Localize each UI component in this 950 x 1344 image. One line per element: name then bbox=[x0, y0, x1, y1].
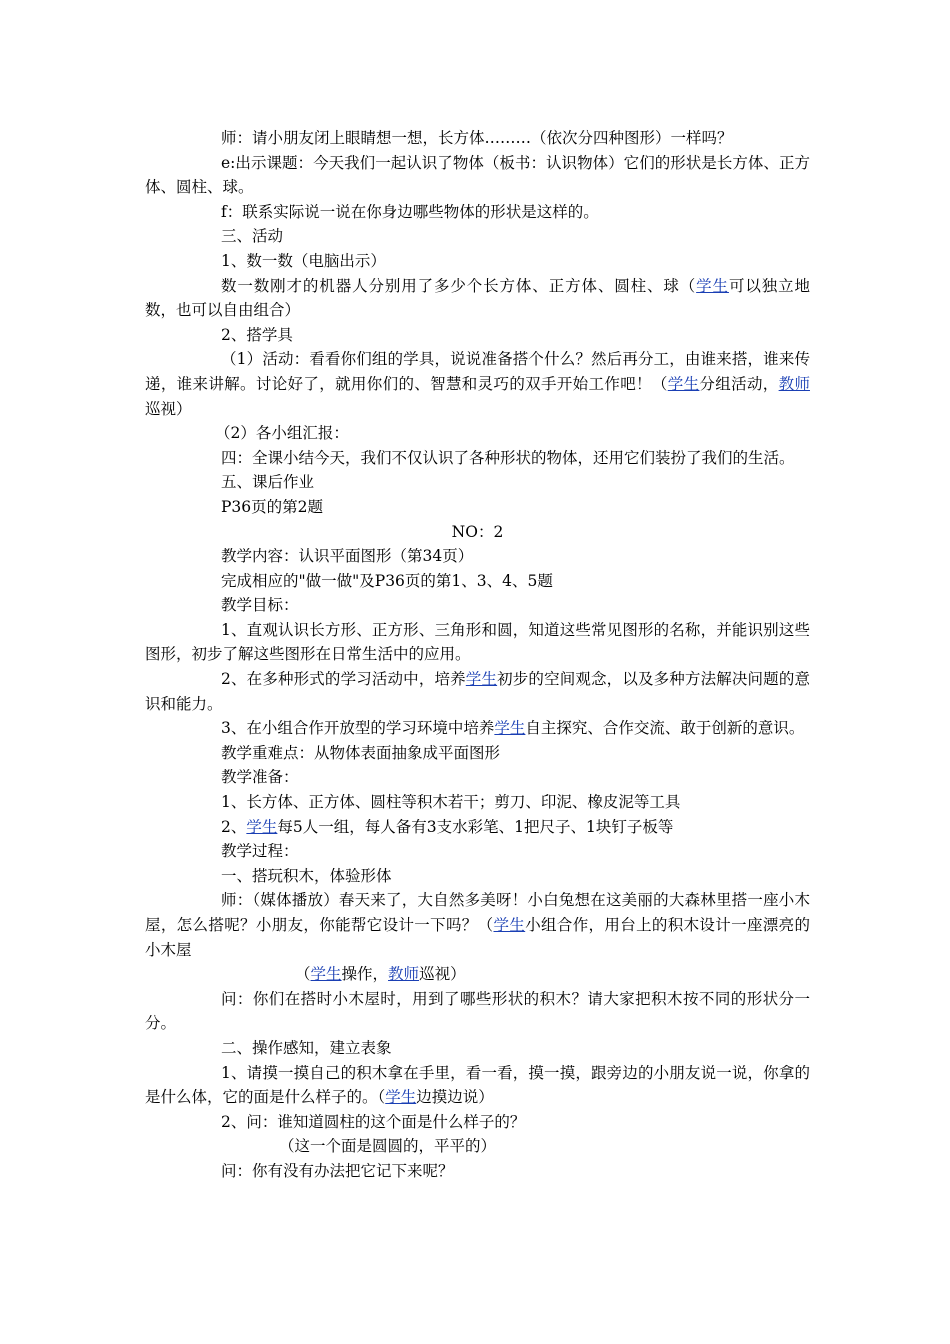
text-run: 师：（媒体播放）春天来了，大自然多美呀！小白兔想在这美丽的大森林里搭一座小木屋，怎么搭呢？小朋友，你能帮它设计一下吗？（ bbox=[145, 891, 810, 934]
text-run: 可以独立地数，也可以自由组合） bbox=[145, 276, 810, 320]
text-run: （这一个面是圆圆的，平平的） bbox=[279, 1137, 497, 1156]
document-page bbox=[145, 126, 810, 1184]
text-run: 巡视） bbox=[145, 399, 192, 418]
paragraph-10 bbox=[145, 446, 810, 471]
paragraph-15 bbox=[145, 569, 810, 594]
text-run: 师：请小朋友闭上眼睛想一想，长方体………（依次分四种图形）一样吗？ bbox=[221, 129, 733, 147]
paragraph-12 bbox=[145, 495, 810, 520]
text-run: 三、活动 bbox=[221, 227, 284, 246]
paragraph-31 bbox=[145, 1110, 810, 1135]
text-run: 完成相应的"做一做"及P36页的第1、3、4、5题 bbox=[221, 571, 553, 590]
text-run: （1）活动：看看你们组的学具，说说准备搭个什么？然后再分工，由谁来搭，谁来传递，谁来讲解。讨论好了，就用你们的、智慧和灵巧的双手开始工作吧！（ bbox=[145, 350, 810, 393]
keyword-link[interactable]: 学生 bbox=[493, 916, 526, 934]
text-run: 2、在多种形式的学习活动中，培养 bbox=[221, 670, 466, 689]
text-run: 教学过程： bbox=[221, 842, 299, 861]
keyword-link[interactable]: 学生 bbox=[494, 719, 526, 738]
text-run: 初步的空间观念，以及多种方法解决问题的意识和能力。 bbox=[145, 670, 810, 713]
text-run: 分组活动， bbox=[699, 374, 779, 393]
text-run: 自主探究、合作交流、敢于创新的意识。 bbox=[525, 719, 805, 738]
paragraph-3 bbox=[145, 200, 810, 225]
keyword-link[interactable]: 学生 bbox=[696, 276, 729, 295]
paragraph-30 bbox=[145, 1061, 810, 1110]
section-heading-activity bbox=[145, 224, 810, 249]
text-run: 二、操作感知，建立表象 bbox=[221, 1038, 392, 1057]
text-run: 操作， bbox=[341, 965, 389, 984]
text-run: 四：全课小结今天，我们不仅认识了各种形状的物体，还用它们装扮了我们的生活。 bbox=[221, 448, 795, 467]
paragraph-14 bbox=[145, 544, 810, 569]
text-run: 1、直观认识长方形、正方形、三角形和圆，知道这些常见图形的名称，并能识别这些图形，初步了解这些图形在日常生活中的应用。 bbox=[145, 620, 810, 664]
paragraph-5 bbox=[145, 249, 810, 274]
lesson-number bbox=[145, 520, 810, 545]
text-run: 1、长方体、正方体、圆柱等积木若干；剪刀、印泥、橡皮泥等工具 bbox=[221, 793, 681, 812]
text-run: 数一数刚才的机器人分别用了多少个长方体、正方体、圆柱、球（ bbox=[221, 276, 697, 295]
paragraph-6 bbox=[145, 274, 810, 323]
section-heading-operate bbox=[145, 1036, 810, 1061]
text-run: f：联系实际说一说在你身边哪些物体的形状是这样的。 bbox=[221, 202, 599, 221]
keyword-link[interactable]: 教师 bbox=[388, 965, 420, 984]
text-run: 1、数一数（电脑出示） bbox=[221, 251, 386, 270]
keyword-link[interactable]: 学生 bbox=[667, 374, 700, 393]
text-run: 边摸边说） bbox=[416, 1088, 494, 1107]
paragraph-1 bbox=[145, 126, 810, 151]
text-run: 问：你有没有办法把它记下来呢？ bbox=[221, 1161, 454, 1180]
text-run: 巡视） bbox=[419, 965, 466, 984]
paragraph-23 bbox=[145, 815, 810, 840]
paragraph-24 bbox=[145, 839, 810, 864]
paragraph-22 bbox=[145, 790, 810, 815]
paragraph-16 bbox=[145, 593, 810, 618]
text-run: 2、问：谁知道圆柱的这个面是什么样子的？ bbox=[221, 1112, 526, 1131]
text-run: 教学准备： bbox=[221, 768, 299, 787]
keyword-link[interactable]: 教师 bbox=[778, 374, 810, 393]
paragraph-28 bbox=[145, 987, 810, 1036]
section-heading-build bbox=[145, 864, 810, 889]
paragraph-9 bbox=[145, 421, 810, 446]
paragraph-21 bbox=[145, 765, 810, 790]
text-run: 教学目标： bbox=[221, 596, 299, 615]
text-run: （ bbox=[295, 965, 311, 984]
paragraph-33 bbox=[145, 1159, 810, 1184]
text-run: 小组合作，用台上的积木设计一座漂亮的小木屋 bbox=[145, 916, 810, 959]
keyword-link[interactable]: 学生 bbox=[465, 670, 498, 689]
keyword-link[interactable]: 学生 bbox=[310, 965, 342, 984]
text-run: 问：你们在搭时小木屋时，用到了哪些形状的积木？请大家把积木按不同的形状分一分。 bbox=[145, 989, 810, 1033]
text-run: （2）各小组汇报： bbox=[215, 424, 349, 443]
text-run: e:出示课题：今天我们一起认识了物体（板书：认识物体）它们的形状是长方体、正方体、圆柱、球。 bbox=[145, 153, 810, 197]
paragraph-26 bbox=[145, 888, 810, 962]
keyword-link[interactable]: 学生 bbox=[385, 1088, 417, 1107]
paragraph-7 bbox=[145, 323, 810, 348]
keyword-link[interactable]: 学生 bbox=[246, 817, 278, 836]
paragraph-8 bbox=[145, 347, 810, 421]
paragraph-2 bbox=[145, 151, 810, 200]
text-run: 2、搭学具 bbox=[221, 325, 293, 344]
text-run: 五、课后作业 bbox=[221, 473, 315, 492]
text-run: 一、搭玩积木，体验形体 bbox=[221, 866, 392, 885]
paragraph-20 bbox=[145, 741, 810, 766]
text-run: 教学内容：认识平面图形（第34页） bbox=[221, 547, 474, 566]
text-run: 教学重难点：从物体表面抽象成平面图形 bbox=[221, 743, 501, 762]
section-heading-homework bbox=[145, 470, 810, 495]
paragraph-32 bbox=[145, 1134, 810, 1159]
paragraph-17 bbox=[145, 618, 810, 667]
paragraph-27 bbox=[145, 962, 810, 987]
text-run: 3、在小组合作开放型的学习环境中培养 bbox=[221, 719, 495, 738]
text-run: 2、 bbox=[221, 817, 247, 836]
text-run: 每5人一组，每人备有3支水彩笔、1把尺子、1块钉子板等 bbox=[277, 817, 674, 836]
text-run: 1、请摸一摸自己的积木拿在手里，看一看，摸一摸，跟旁边的小朋友说一说，你拿的是什么体，它的面是什么样子的。（ bbox=[145, 1063, 810, 1107]
text-run: NO：2 bbox=[451, 522, 504, 541]
paragraph-18 bbox=[145, 667, 810, 716]
paragraph-19 bbox=[145, 716, 810, 741]
text-run: P36页的第2题 bbox=[221, 497, 324, 516]
